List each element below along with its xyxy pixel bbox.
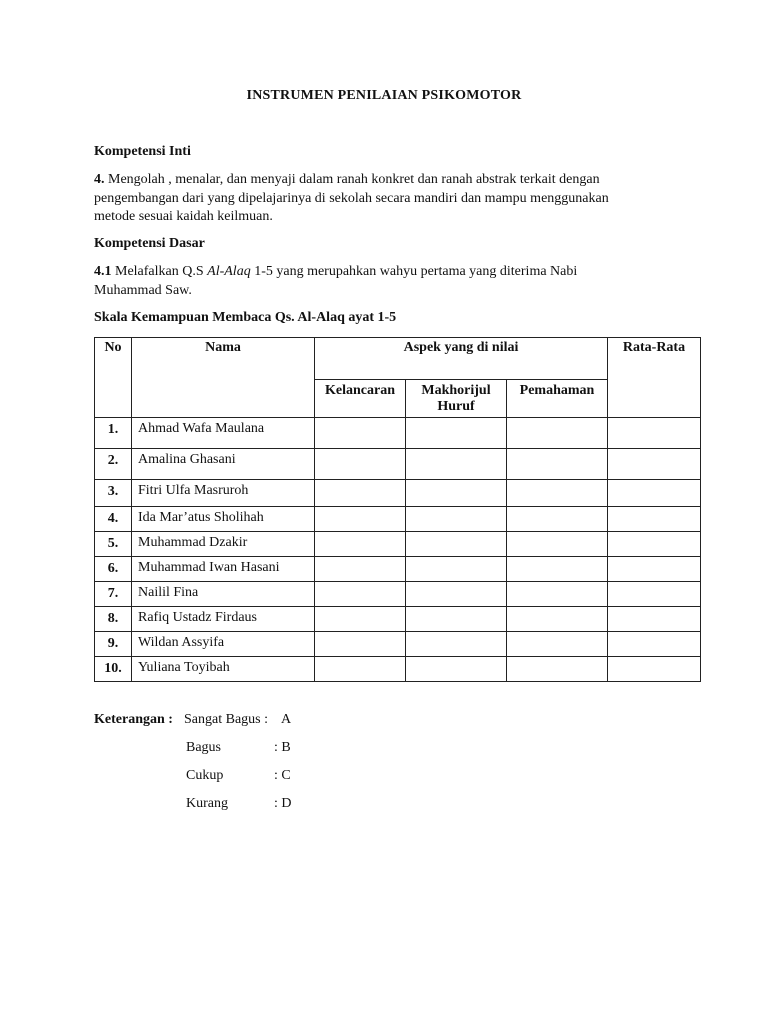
score-rata-rata-cell[interactable] [608, 507, 701, 532]
score-rata-rata-cell[interactable] [608, 582, 701, 607]
score-makhorijul-cell[interactable] [406, 532, 507, 557]
kd-italic: Al-Alaq [207, 264, 251, 279]
table-body [95, 418, 701, 682]
score-pemahaman-cell[interactable] [507, 418, 608, 449]
score-pemahaman-cell[interactable] [507, 532, 608, 557]
keterangan-item-label: Bagus [186, 740, 221, 755]
kd-line-2: Muhammad Saw. [94, 282, 192, 298]
ki-line-3: metode sesuai kaidah keilmuan. [94, 209, 273, 224]
score-makhorijul-cell[interactable] [406, 657, 507, 682]
score-kelancaran-cell[interactable] [315, 582, 406, 607]
ki-line-2: pengembangan dari yang dipelajarinya di sekolah secara mandiri dan mampu menggunakan [94, 190, 609, 206]
row-nama: Rafiq Ustadz Firdaus [132, 607, 315, 632]
score-makhorijul-cell[interactable] [406, 449, 507, 480]
skala-table [94, 337, 701, 682]
table-row [95, 480, 701, 507]
score-rata-rata-cell[interactable] [608, 632, 701, 657]
col-rata-header: Rata-Rata [608, 338, 701, 418]
score-rata-rata-cell[interactable] [608, 480, 701, 507]
table-row [95, 449, 701, 480]
kd-number: 4.1 [94, 264, 112, 279]
row-number: 6. [95, 557, 132, 582]
table-row [95, 582, 701, 607]
ki-line-1 [94, 171, 674, 190]
page-title: INSTRUMEN PENILAIAN PSIKOMOTOR [246, 88, 522, 103]
score-makhorijul-cell[interactable] [406, 582, 507, 607]
row-number: 10. [95, 657, 132, 682]
keterangan-item-value: : B [274, 740, 291, 755]
row-number: 3. [95, 480, 132, 507]
keterangan-item-label: Sangat Bagus : [184, 712, 268, 727]
row-nama: Fitri Ulfa Masruroh [132, 480, 315, 507]
col-nama-header: Nama [132, 338, 315, 418]
row-nama: Ahmad Wafa Maulana [132, 418, 315, 449]
keterangan-item-label: Cukup [186, 768, 224, 783]
table-row [95, 657, 701, 682]
col-no-header: No [95, 338, 132, 418]
row-number: 2. [95, 449, 132, 480]
score-kelancaran-cell[interactable] [315, 557, 406, 582]
score-makhorijul-cell[interactable] [406, 607, 507, 632]
score-kelancaran-cell[interactable] [315, 418, 406, 449]
keterangan-item-value: A [281, 712, 292, 727]
table-row [95, 507, 701, 532]
kd-post: 1-5 yang merupahkan wahyu pertama yang diterima Nabi [250, 264, 578, 279]
score-makhorijul-cell[interactable] [406, 480, 507, 507]
score-rata-rata-cell[interactable] [608, 532, 701, 557]
keterangan-item-value: : D [274, 796, 292, 811]
kompetensi-inti-heading: Kompetensi Inti [94, 144, 191, 159]
score-rata-rata-cell[interactable] [608, 607, 701, 632]
col-makhorijul-header: Makhorijul Huruf [406, 380, 507, 418]
score-kelancaran-cell[interactable] [315, 449, 406, 480]
skala-heading: Skala Kemampuan Membaca Qs. Al-Alaq ayat 1-5 [94, 310, 397, 325]
score-pemahaman-cell[interactable] [507, 480, 608, 507]
score-kelancaran-cell[interactable] [315, 607, 406, 632]
ki-number: 4. [94, 172, 105, 187]
keterangan-title: Keterangan : [94, 712, 173, 727]
score-kelancaran-cell[interactable] [315, 632, 406, 657]
score-makhorijul-cell[interactable] [406, 632, 507, 657]
score-rata-rata-cell[interactable] [608, 418, 701, 449]
score-pemahaman-cell[interactable] [507, 607, 608, 632]
table-row [95, 532, 701, 557]
keterangan-item-label: Kurang [186, 796, 228, 811]
score-rata-rata-cell[interactable] [608, 557, 701, 582]
score-rata-rata-cell[interactable] [608, 657, 701, 682]
kd-pre: Melafalkan Q.S [111, 264, 208, 279]
table-row [95, 632, 701, 657]
col-pemahaman-header: Pemahaman [507, 380, 608, 418]
row-number: 8. [95, 607, 132, 632]
score-makhorijul-cell[interactable] [406, 418, 507, 449]
score-pemahaman-cell[interactable] [507, 449, 608, 480]
kompetensi-inti-text [94, 171, 674, 227]
table-row [95, 607, 701, 632]
row-nama: Nailil Fina [132, 582, 315, 607]
score-pemahaman-cell[interactable] [507, 632, 608, 657]
row-number: 4. [95, 507, 132, 532]
row-nama: Wildan Assyifa [132, 632, 315, 657]
col-aspek-header: Aspek yang di nilai [315, 338, 608, 380]
score-makhorijul-cell[interactable] [406, 507, 507, 532]
row-number: 1. [95, 418, 132, 449]
table-row [95, 418, 701, 449]
score-kelancaran-cell[interactable] [315, 532, 406, 557]
score-kelancaran-cell[interactable] [315, 657, 406, 682]
score-pemahaman-cell[interactable] [507, 582, 608, 607]
keterangan-item-value: : C [274, 768, 291, 783]
score-kelancaran-cell[interactable] [315, 480, 406, 507]
row-number: 5. [95, 532, 132, 557]
col-kelancaran-header: Kelancaran [315, 380, 406, 418]
row-number: 7. [95, 582, 132, 607]
row-nama: Muhammad Dzakir [132, 532, 315, 557]
table-header-row [95, 338, 701, 380]
kompetensi-dasar-text [94, 263, 674, 300]
row-nama: Yuliana Toyibah [132, 657, 315, 682]
score-rata-rata-cell[interactable] [608, 449, 701, 480]
kompetensi-dasar-heading: Kompetensi Dasar [94, 236, 205, 251]
row-nama: Ida Mar’atus Sholihah [132, 507, 315, 532]
score-makhorijul-cell[interactable] [406, 557, 507, 582]
score-pemahaman-cell[interactable] [507, 557, 608, 582]
table-row [95, 557, 701, 582]
keterangan-label [94, 712, 173, 728]
kd-line-1 [94, 263, 674, 282]
row-nama: Amalina Ghasani [132, 449, 315, 480]
ki-line-1-text: Mengolah , menalar, dan menyaji dalam ranah konkret dan ranah abstrak terkait dengan [104, 172, 600, 187]
row-nama: Muhammad Iwan Hasani [132, 557, 315, 582]
score-pemahaman-cell[interactable] [507, 507, 608, 532]
score-kelancaran-cell[interactable] [315, 507, 406, 532]
row-number: 9. [95, 632, 132, 657]
score-pemahaman-cell[interactable] [507, 657, 608, 682]
